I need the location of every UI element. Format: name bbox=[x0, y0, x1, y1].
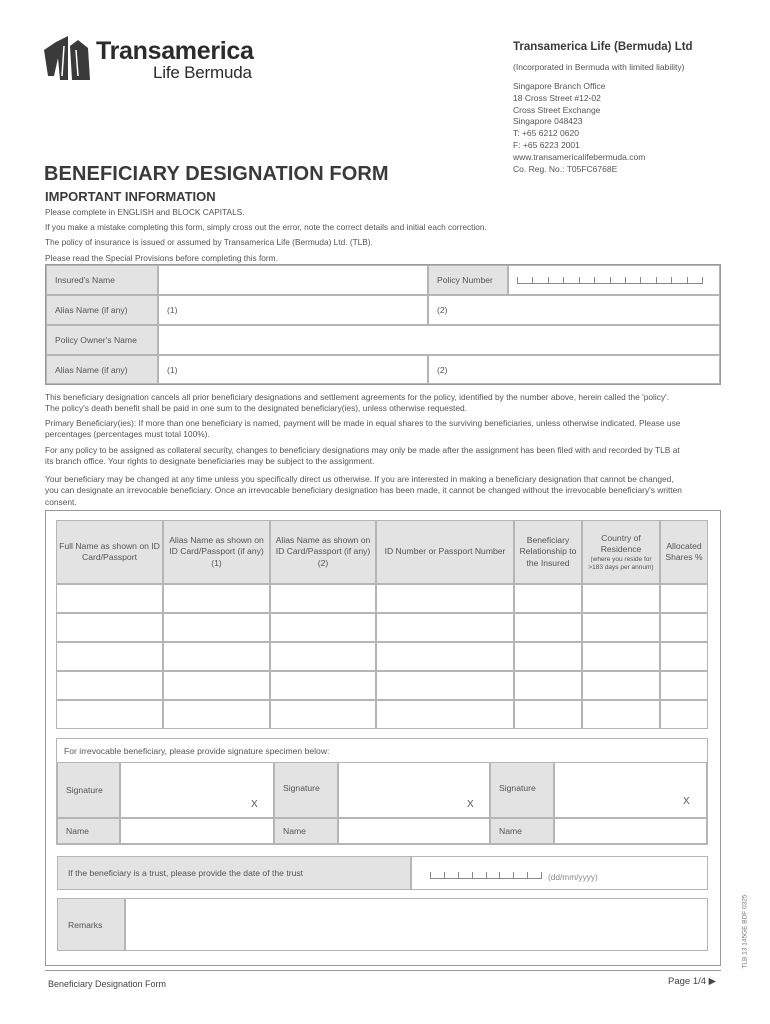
trust-date-field[interactable] bbox=[411, 856, 708, 890]
beneficiary-cell[interactable] bbox=[514, 584, 582, 613]
beneficiary-cell[interactable] bbox=[660, 584, 708, 613]
signature-1-field[interactable] bbox=[120, 762, 274, 818]
incorporation-note: (Incorporated in Bermuda with limited liability) bbox=[513, 62, 685, 72]
note-line: The policy of insurance is issued or assumed by Transamerica Life (Bermuda) Ltd. (TLB). bbox=[45, 237, 373, 247]
signature-1-label: Signature bbox=[57, 762, 120, 818]
address-line: Cross Street Exchange bbox=[513, 104, 601, 115]
owner-alias-2-field[interactable]: (2) bbox=[428, 355, 720, 384]
address-line: Co. Reg. No.: T05FC6768E bbox=[513, 163, 618, 174]
residence-note: (where you reside for >183 days per annum) bbox=[588, 555, 654, 571]
beneficiary-cell[interactable] bbox=[270, 584, 376, 613]
beneficiary-cell[interactable] bbox=[270, 642, 376, 671]
address-line: www.transamericalifebermuda.com bbox=[513, 151, 646, 162]
beneficiary-cell[interactable] bbox=[582, 584, 660, 613]
date-digit-boxes bbox=[430, 871, 542, 879]
signature-intro: For irrevocable beneficiary, please provide signature specimen below: bbox=[64, 746, 330, 756]
name-2-label: Name bbox=[274, 818, 338, 844]
paragraph: This beneficiary designation cancels all prior beneficiary designations and settlement agreements for the policy, identified by the number above, herein called the 'policy'. The policy's death benefit shall be paid in one sum to the designated beneficiary(ies), unless otherwise requested. bbox=[45, 392, 670, 414]
alias-name-label: Alias Name (if any) bbox=[46, 295, 158, 325]
beneficiary-cell[interactable] bbox=[376, 671, 514, 700]
branch-address bbox=[513, 81, 645, 175]
signature-3-field[interactable] bbox=[554, 762, 707, 818]
col-country bbox=[582, 520, 660, 584]
beneficiary-cell[interactable] bbox=[582, 642, 660, 671]
beneficiary-cell[interactable] bbox=[514, 613, 582, 642]
beneficiary-cell[interactable] bbox=[660, 613, 708, 642]
address-line: Singapore 048423 bbox=[513, 116, 583, 127]
beneficiary-cell[interactable] bbox=[270, 700, 376, 729]
beneficiary-cell[interactable] bbox=[376, 584, 514, 613]
name-1-field[interactable] bbox=[120, 818, 274, 844]
address-line: F: +65 6223 2001 bbox=[513, 139, 580, 150]
document-code: TLB 13 145GE BDF 0325 bbox=[741, 894, 749, 969]
digit-boxes bbox=[517, 276, 703, 284]
brand-subname: Life Bermuda bbox=[153, 63, 252, 82]
brand-name: Transamerica bbox=[96, 37, 254, 65]
beneficiary-cell[interactable] bbox=[376, 613, 514, 642]
beneficiary-cell[interactable] bbox=[163, 642, 270, 671]
beneficiary-cell[interactable] bbox=[56, 613, 163, 642]
beneficiary-cell[interactable] bbox=[163, 671, 270, 700]
important-heading: IMPORTANT INFORMATION bbox=[45, 189, 216, 204]
col-alias-2: Alias Name as shown on ID Card/Passport (if any) (2) bbox=[270, 520, 376, 584]
address-line: T: +65 6212 0620 bbox=[513, 128, 579, 139]
beneficiary-cell[interactable] bbox=[582, 613, 660, 642]
address-line: 18 Cross Street #12-02 bbox=[513, 92, 601, 103]
policy-number-field[interactable] bbox=[508, 265, 720, 295]
beneficiary-cell[interactable] bbox=[376, 700, 514, 729]
signature-2-field[interactable] bbox=[338, 762, 490, 818]
signature-x-mark: X bbox=[251, 799, 258, 810]
policy-owner-label: Policy Owner's Name bbox=[46, 325, 158, 355]
beneficiary-cell[interactable] bbox=[163, 584, 270, 613]
remarks-label: Remarks bbox=[57, 898, 125, 951]
signature-2-label: Signature bbox=[274, 762, 338, 818]
beneficiary-cell[interactable] bbox=[514, 700, 582, 729]
policy-number-label: Policy Number bbox=[428, 265, 508, 295]
date-format-hint: (dd/mm/yyyy) bbox=[548, 872, 598, 882]
footer-form-name: Beneficiary Designation Form bbox=[48, 979, 167, 989]
company-name: Transamerica Life (Bermuda) Ltd bbox=[513, 41, 693, 53]
signature-3-label: Signature bbox=[490, 762, 554, 818]
country-header-label: Country of Residence bbox=[600, 532, 642, 554]
alias-1-field[interactable]: (1) bbox=[158, 295, 428, 325]
beneficiary-cell[interactable] bbox=[582, 671, 660, 700]
paragraph: Primary Beneficiary(ies): If more than one beneficiary is named, payment will be made in equal shares to the surviving beneficiaries, unless otherwise indicated. Please use percentages (percentages must total 100%). bbox=[45, 418, 681, 440]
col-relationship: Beneficiary Relationship to the Insured bbox=[514, 520, 582, 584]
name-1-label: Name bbox=[57, 818, 120, 844]
transamerica-logo-icon bbox=[42, 36, 92, 80]
owner-alias-1-field[interactable]: (1) bbox=[158, 355, 428, 384]
insured-name-field[interactable] bbox=[158, 265, 428, 295]
beneficiary-cell[interactable] bbox=[56, 642, 163, 671]
trust-label: If the beneficiary is a trust, please provide the date of the trust bbox=[57, 856, 411, 890]
alias-2-field[interactable]: (2) bbox=[428, 295, 720, 325]
beneficiary-cell[interactable] bbox=[163, 613, 270, 642]
signature-x-mark: X bbox=[683, 796, 690, 807]
beneficiary-cell[interactable] bbox=[660, 671, 708, 700]
beneficiary-cell[interactable] bbox=[514, 642, 582, 671]
beneficiary-cell[interactable] bbox=[270, 613, 376, 642]
beneficiary-cell[interactable] bbox=[56, 671, 163, 700]
col-allocated-shares: Allocated Shares % bbox=[660, 520, 708, 584]
note-line: Please read the Special Provisions before completing this form. bbox=[45, 253, 278, 263]
remarks-field[interactable] bbox=[125, 898, 708, 951]
beneficiary-cell[interactable] bbox=[582, 700, 660, 729]
paragraph: Your beneficiary may be changed at any time unless you specifically direct us otherwise. If you are interested in making a beneficiary designation that cannot be changed, you can designate an irrevocable beneficiary. Once an irrevocable beneficiary designation has been made, it cannot be changed without the irrevocable beneficiary's written consent. bbox=[45, 474, 682, 507]
policy-owner-field[interactable] bbox=[158, 325, 720, 355]
beneficiary-cell[interactable] bbox=[56, 700, 163, 729]
beneficiary-cell[interactable] bbox=[270, 671, 376, 700]
paragraph: For any policy to be assigned as collateral security, changes to beneficiary designations may only be made after the assignment has been filed with and recorded by TLB at its branch office. Your rights to designate beneficiaries may be subject to the assignment. bbox=[45, 445, 680, 467]
beneficiary-cell[interactable] bbox=[56, 584, 163, 613]
address-line: Singapore Branch Office bbox=[513, 81, 606, 91]
insured-name-label: Insured's Name bbox=[46, 265, 158, 295]
page-indicator: Page 1/4 ▶ bbox=[668, 976, 716, 987]
beneficiary-cell[interactable] bbox=[376, 642, 514, 671]
beneficiary-cell[interactable] bbox=[514, 671, 582, 700]
name-3-label: Name bbox=[490, 818, 554, 844]
beneficiary-cell[interactable] bbox=[660, 642, 708, 671]
footer-divider bbox=[45, 970, 721, 971]
col-alias-1: Alias Name as shown on ID Card/Passport (if any) (1) bbox=[163, 520, 270, 584]
name-3-field[interactable] bbox=[554, 818, 707, 844]
beneficiary-cell[interactable] bbox=[163, 700, 270, 729]
beneficiary-cell[interactable] bbox=[660, 700, 708, 729]
col-full-name: Full Name as shown on ID Card/Passport bbox=[56, 520, 163, 584]
col-id-number: ID Number or Passport Number bbox=[376, 520, 514, 584]
form-title: BENEFICIARY DESIGNATION FORM bbox=[44, 163, 389, 185]
note-line: If you make a mistake completing this form, simply cross out the error, note the correct details and initial each correction. bbox=[45, 222, 487, 232]
name-2-field[interactable] bbox=[338, 818, 490, 844]
owner-alias-label: Alias Name (if any) bbox=[46, 355, 158, 384]
note-line: Please complete in ENGLISH and BLOCK CAPITALS. bbox=[45, 207, 245, 217]
signature-x-mark: X bbox=[467, 799, 474, 810]
